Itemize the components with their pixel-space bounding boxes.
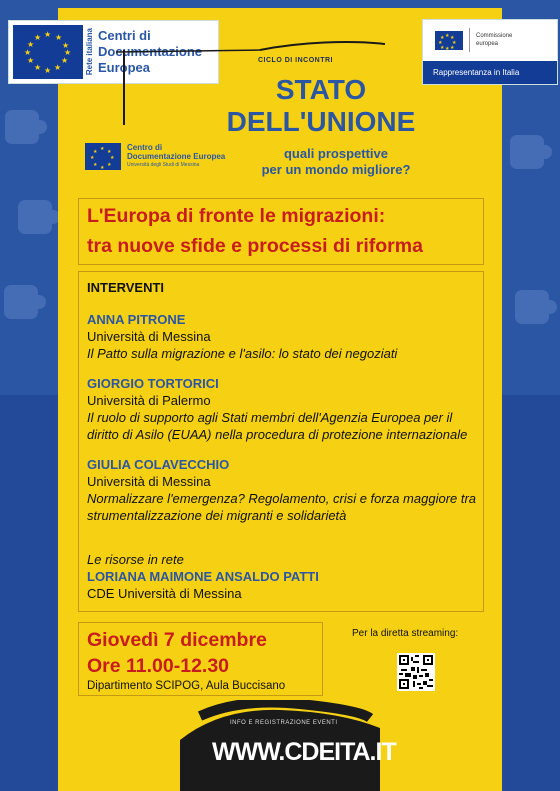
cde-messina-text bbox=[127, 143, 225, 170]
topic-heading-line1: L'Europa di fronte le migrazioni: bbox=[87, 205, 386, 227]
puzzle-piece bbox=[515, 290, 549, 324]
ec-representation-bar: Rappresentanza in Italia bbox=[423, 61, 557, 84]
logo-line: Centri di bbox=[98, 28, 151, 43]
ec-name-line: europea bbox=[476, 41, 499, 47]
event-title-line1: STATO bbox=[275, 74, 367, 105]
date-box bbox=[78, 622, 323, 696]
qr-code[interactable] bbox=[397, 653, 435, 691]
qr-code-icon bbox=[399, 655, 433, 689]
puzzle-piece bbox=[510, 135, 544, 169]
event-time: Ore 11.00-12.30 bbox=[87, 655, 230, 677]
cde-messina-line: Documentazione Europea bbox=[127, 152, 226, 161]
event-place: Dipartimento SCIPOG, Aula Buccisano bbox=[87, 680, 286, 692]
cde-messina-line: Centro di bbox=[127, 143, 163, 152]
speaker-name: ANNA PITRONE bbox=[87, 312, 186, 327]
speaker-talk: Il ruolo di supporto agli Stati membri dell'Agenzia Europea per il bbox=[87, 410, 453, 425]
speaker-affiliation: Università di Messina bbox=[87, 329, 211, 344]
puzzle-piece bbox=[18, 200, 52, 234]
info-label: INFO E REGISTRAZIONE EVENTI bbox=[230, 720, 338, 726]
topic-heading-line2: tra nuove sfide e processi di riforma bbox=[87, 235, 423, 257]
eu-flag-icon: ★ ★ ★ ★ ★ ★ ★ ★ ★ ★ ★ ★ bbox=[13, 25, 83, 79]
ec-logo bbox=[422, 19, 558, 85]
speaker-affiliation: Università di Messina bbox=[87, 474, 211, 489]
speaker-talk: Le risorse in rete bbox=[87, 552, 184, 567]
speaker-affiliation: Università di Palermo bbox=[87, 393, 211, 408]
ec-name-line: Commissione bbox=[476, 33, 513, 39]
topic-heading-box bbox=[78, 198, 484, 265]
subtitle-line: quali prospettive bbox=[283, 146, 389, 161]
eu-flag-icon: ★ ★ ★ ★ ★ ★ ★ ★ bbox=[435, 31, 463, 50]
cde-messina-logo bbox=[85, 143, 225, 170]
ec-name bbox=[476, 32, 512, 48]
streaming-label: Per la diretta streaming: bbox=[352, 628, 459, 639]
logo-line: Europea bbox=[98, 60, 151, 75]
logo-line: Documentazione bbox=[98, 44, 203, 59]
event-title-line2: DELL'UNIONE bbox=[226, 106, 416, 137]
speakers-label: INTERVENTI bbox=[87, 280, 165, 295]
speaker-talk: Normalizzare l'emergenza? Regolamento, crisi e forza maggiore tra bbox=[87, 491, 477, 506]
event-date: Giovedì 7 dicembre bbox=[87, 629, 267, 651]
speaker-talk: strumentalizzazione dei migranti e solidarietà bbox=[87, 508, 347, 523]
event-series: CICLO DI INCONTRI bbox=[258, 57, 333, 64]
event-subtitle bbox=[236, 146, 436, 178]
puzzle-piece bbox=[5, 110, 39, 144]
eu-flag-icon: ★ ★ ★ ★ ★ ★ ★ ★ bbox=[85, 143, 121, 170]
speaker-talk: Il Patto sulla migrazione e l'asilo: lo stato dei negoziati bbox=[87, 346, 398, 361]
speaker-name: LORIANA MAIMONE ANSALDO PATTI bbox=[87, 569, 319, 584]
puzzle-piece bbox=[4, 285, 38, 319]
website-link[interactable]: WWW.CDEITA.IT bbox=[212, 738, 396, 766]
logo-vertical-text: Rete italiana bbox=[85, 28, 94, 76]
speaker-name: GIULIA COLAVECCHIO bbox=[87, 457, 230, 472]
subtitle-line: per un mondo migliore? bbox=[261, 162, 411, 177]
speaker-talk: diritto di Asilo (EUAA) nella procedura di protezione internazionale bbox=[87, 427, 468, 442]
cde-messina-university: Università degli Studi di Messina bbox=[127, 162, 200, 168]
speakers-box bbox=[78, 271, 484, 612]
speaker-affiliation: CDE Università di Messina bbox=[87, 586, 242, 601]
speaker-name: GIORGIO TORTORICI bbox=[87, 376, 219, 391]
logo-separator bbox=[469, 28, 470, 52]
